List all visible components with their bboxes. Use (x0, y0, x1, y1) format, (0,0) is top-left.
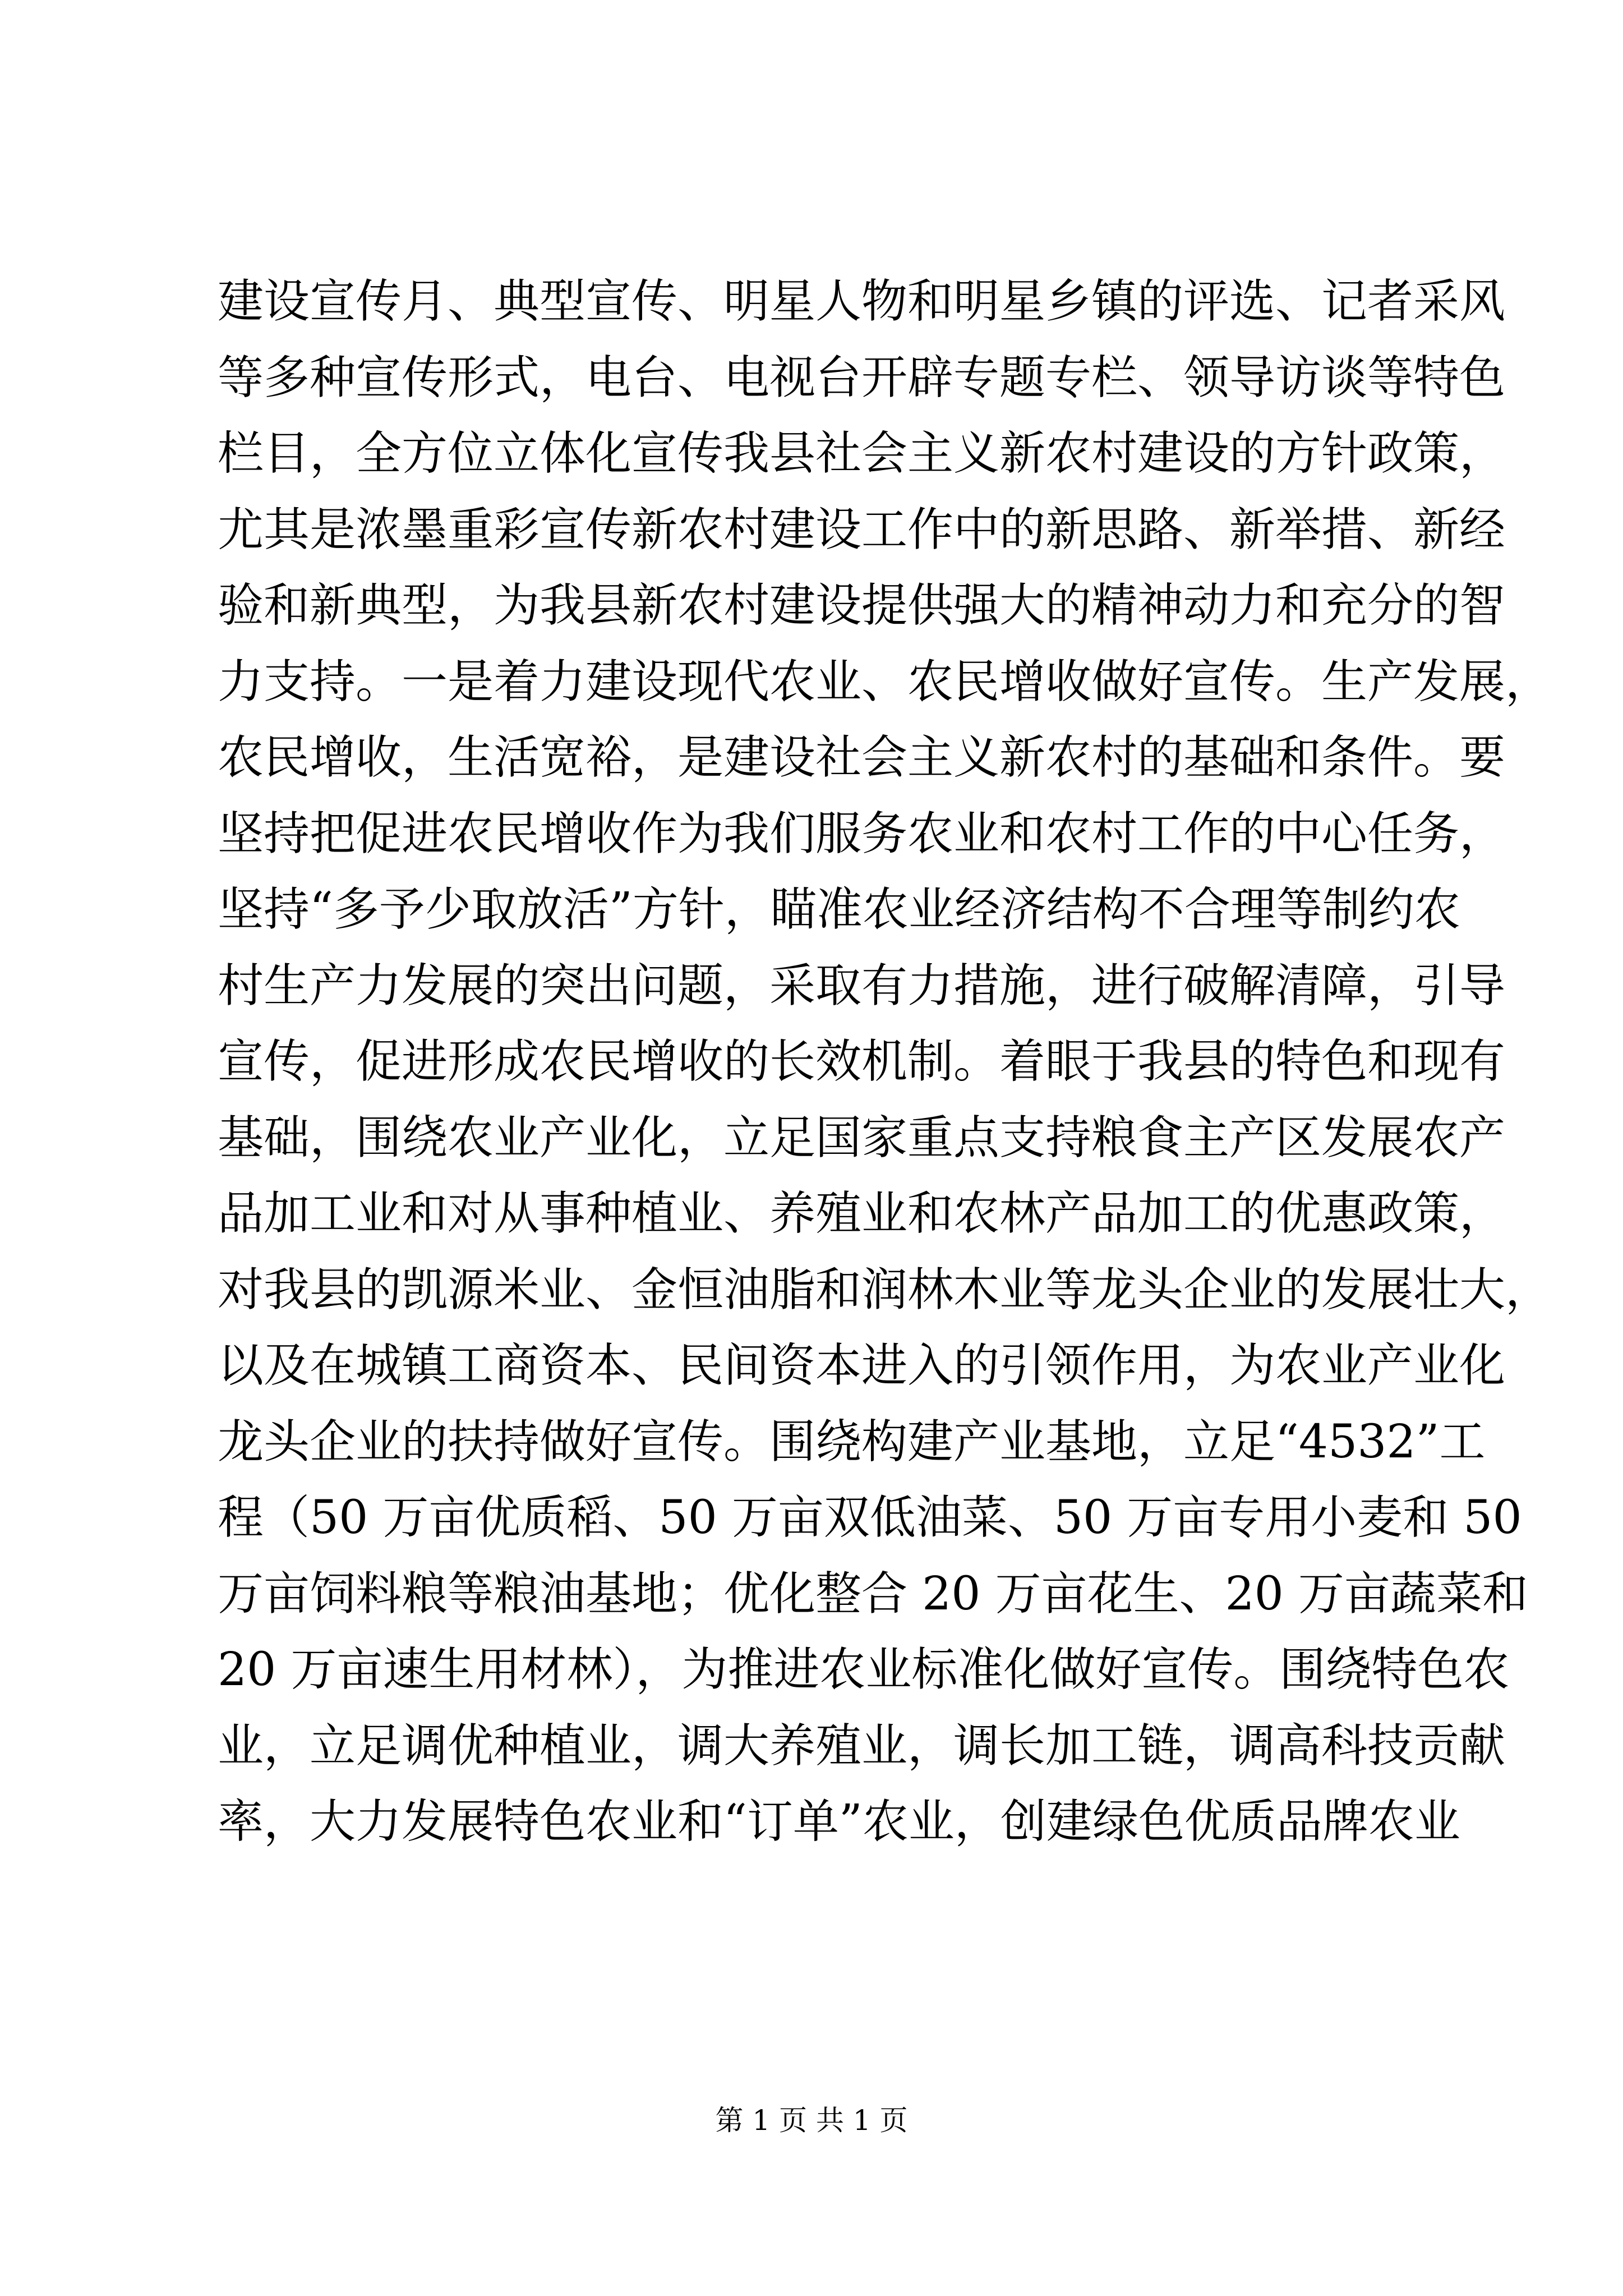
text-line: 宣传，促进形成农民增收的长效机制。着眼于我县的特色和现有 (218, 1035, 1506, 1088)
text-line: 龙头企业的扶持做好宣传。围绕构建产业基地，立足“4532”工 (218, 1415, 1486, 1469)
text-line: 验和新典型，为我县新农村建设提供强大的精神动力和充分的智 (218, 579, 1506, 632)
text-line: 以及在城镇工商资本、民间资本进入的引领作用，为农业产业化 (218, 1339, 1506, 1392)
text-line: 万亩饲料粮等粮油基地；优化整合 20 万亩花生、20 万亩蔬菜和 (218, 1567, 1528, 1621)
text-line: 建设宣传月、典型宣传、明星人物和明星乡镇的评选、记者采风 (218, 275, 1506, 328)
text-line: 20 万亩速生用材林），为推进农业标准化做好宣传。围绕特色农 (218, 1643, 1510, 1696)
text-line: 业，立足调优种植业，调大养殖业，调长加工链，调高科技贡献 (218, 1719, 1506, 1773)
document-body (218, 264, 1552, 1860)
page-footer (0, 2104, 1623, 2137)
text-line: 农民增收，生活宽裕，是建设社会主义新农村的基础和条件。要 (218, 731, 1506, 784)
text-line: 坚持把促进农民增收作为我们服务农业和农村工作的中心任务， (218, 807, 1506, 861)
text-line: 村生产力发展的突出问题，采取有力措施，进行破解清障，引导 (218, 959, 1506, 1013)
text-line: 率，大力发展特色农业和“订单”农业，创建绿色优质品牌农业 (218, 1795, 1460, 1848)
text-line: 对我县的凯源米业、金恒油脂和润林木业等龙头企业的发展壮大， (218, 1263, 1552, 1317)
text-line: 程（50 万亩优质稻、50 万亩双低油菜、50 万亩专用小麦和 50 (218, 1491, 1522, 1544)
text-line: 基础，围绕农业产业化，立足国家重点支持粮食主产区发展农产 (218, 1111, 1506, 1165)
text-line: 尤其是浓墨重彩宣传新农村建设工作中的新思路、新举措、新经 (218, 503, 1506, 556)
text-line: 栏目，全方位立体化宣传我县社会主义新农村建设的方针政策， (218, 427, 1506, 480)
page-number: 第 1 页 共 1 页 (715, 2104, 908, 2137)
text-line: 品加工业和对从事种植业、养殖业和农林产品加工的优惠政策， (218, 1187, 1506, 1240)
text-line: 力支持。一是着力建设现代农业、农民增收做好宣传。生产发展， (218, 655, 1552, 708)
text-line: 坚持“多予少取放活”方针，瞄准农业经济结构不合理等制约农 (218, 883, 1460, 936)
text-line: 等多种宣传形式，电台、电视台开辟专题专栏、领导访谈等特色 (218, 351, 1506, 404)
